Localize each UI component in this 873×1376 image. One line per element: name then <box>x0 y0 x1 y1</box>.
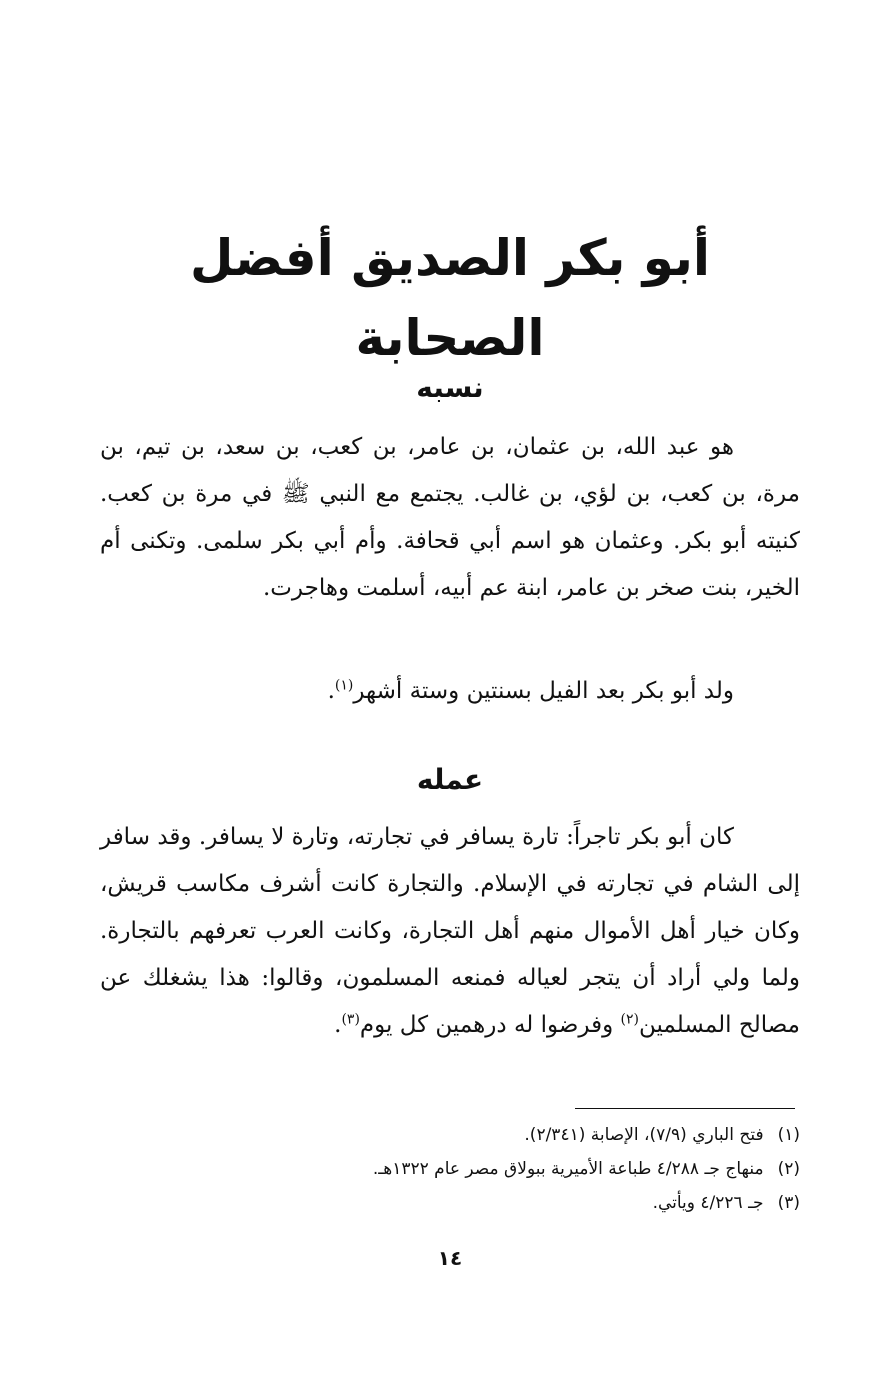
work-paragraph <box>100 814 800 1049</box>
footnotes-list <box>100 1118 800 1220</box>
footnote-ref-2: (٢) <box>620 1011 639 1028</box>
footnote-item <box>100 1118 800 1152</box>
footnote-ref-1: (١) <box>334 677 354 694</box>
page-number: ١٤ <box>437 1246 463 1270</box>
page-title: أبو بكر الصديق أفضل الصحابة <box>189 229 711 367</box>
lineage-paragraph: هو عبد الله، بن عثمان، بن عامر، بن كعب، بن سعد، بن تيم، بن مرة، بن كعب، بن لؤي، بن غالب. يجتمع مع النبي ﷺ في مرة بن كعب. كنيته أبو بكر. وعثمان هو اسم أبي قحافة. وأم أبي بكر سلمى. وتكنى أم الخير، بنت صخر بن عامر، ابنة عم أبيه، أسلمت وهاجرت. <box>100 434 800 601</box>
work-text-part1: كان أبو بكر تاجراً: تارة يسافر في تجارته، وتارة لا يسافر. وقد سافر إلى الشام في تجارته في الإسلام. والتجارة كانت أشرف مكاسب قريش، وكان خيار أهل الأموال منهم أهل التجارة، وكانت العرب تعرفهم بالتجارة. ولما ولي أراد أن يتجر لعياله فمنعه المسلمون، وقالوا: هذا يشغلك عن مصالح المسلمين <box>100 824 800 1038</box>
birth-text: ولد أبو بكر بعد الفيل بسنتين وستة أشهر <box>353 678 734 704</box>
footnote-number: (١) <box>777 1125 800 1145</box>
footnote-item <box>100 1152 800 1186</box>
footnote-item <box>100 1186 800 1220</box>
footnote-number: (٣) <box>777 1193 800 1213</box>
footnote-text: فتح الباري (٧/٩)، الإصابة (٢/٣٤١). <box>524 1125 764 1145</box>
work-text-end: . <box>334 1012 342 1038</box>
footnote-text: منهاج جـ ٤/٢٨٨ طباعة الأميرية ببولاق مصر عام ١٣٢٢هـ. <box>372 1159 764 1179</box>
footnote-divider <box>575 1108 795 1109</box>
work-text-part2: وفرضوا له درهمين كل يوم <box>359 1012 621 1038</box>
footnote-number: (٢) <box>777 1159 800 1179</box>
section-heading-work: عمله <box>416 763 484 796</box>
footnote-ref-3: (٣) <box>341 1011 360 1028</box>
section-heading-lineage: نسبه <box>416 371 484 404</box>
birth-end: . <box>327 678 335 704</box>
birth-paragraph <box>100 668 800 715</box>
footnote-text: جـ ٤/٢٢٦ ويأتي. <box>652 1193 764 1213</box>
